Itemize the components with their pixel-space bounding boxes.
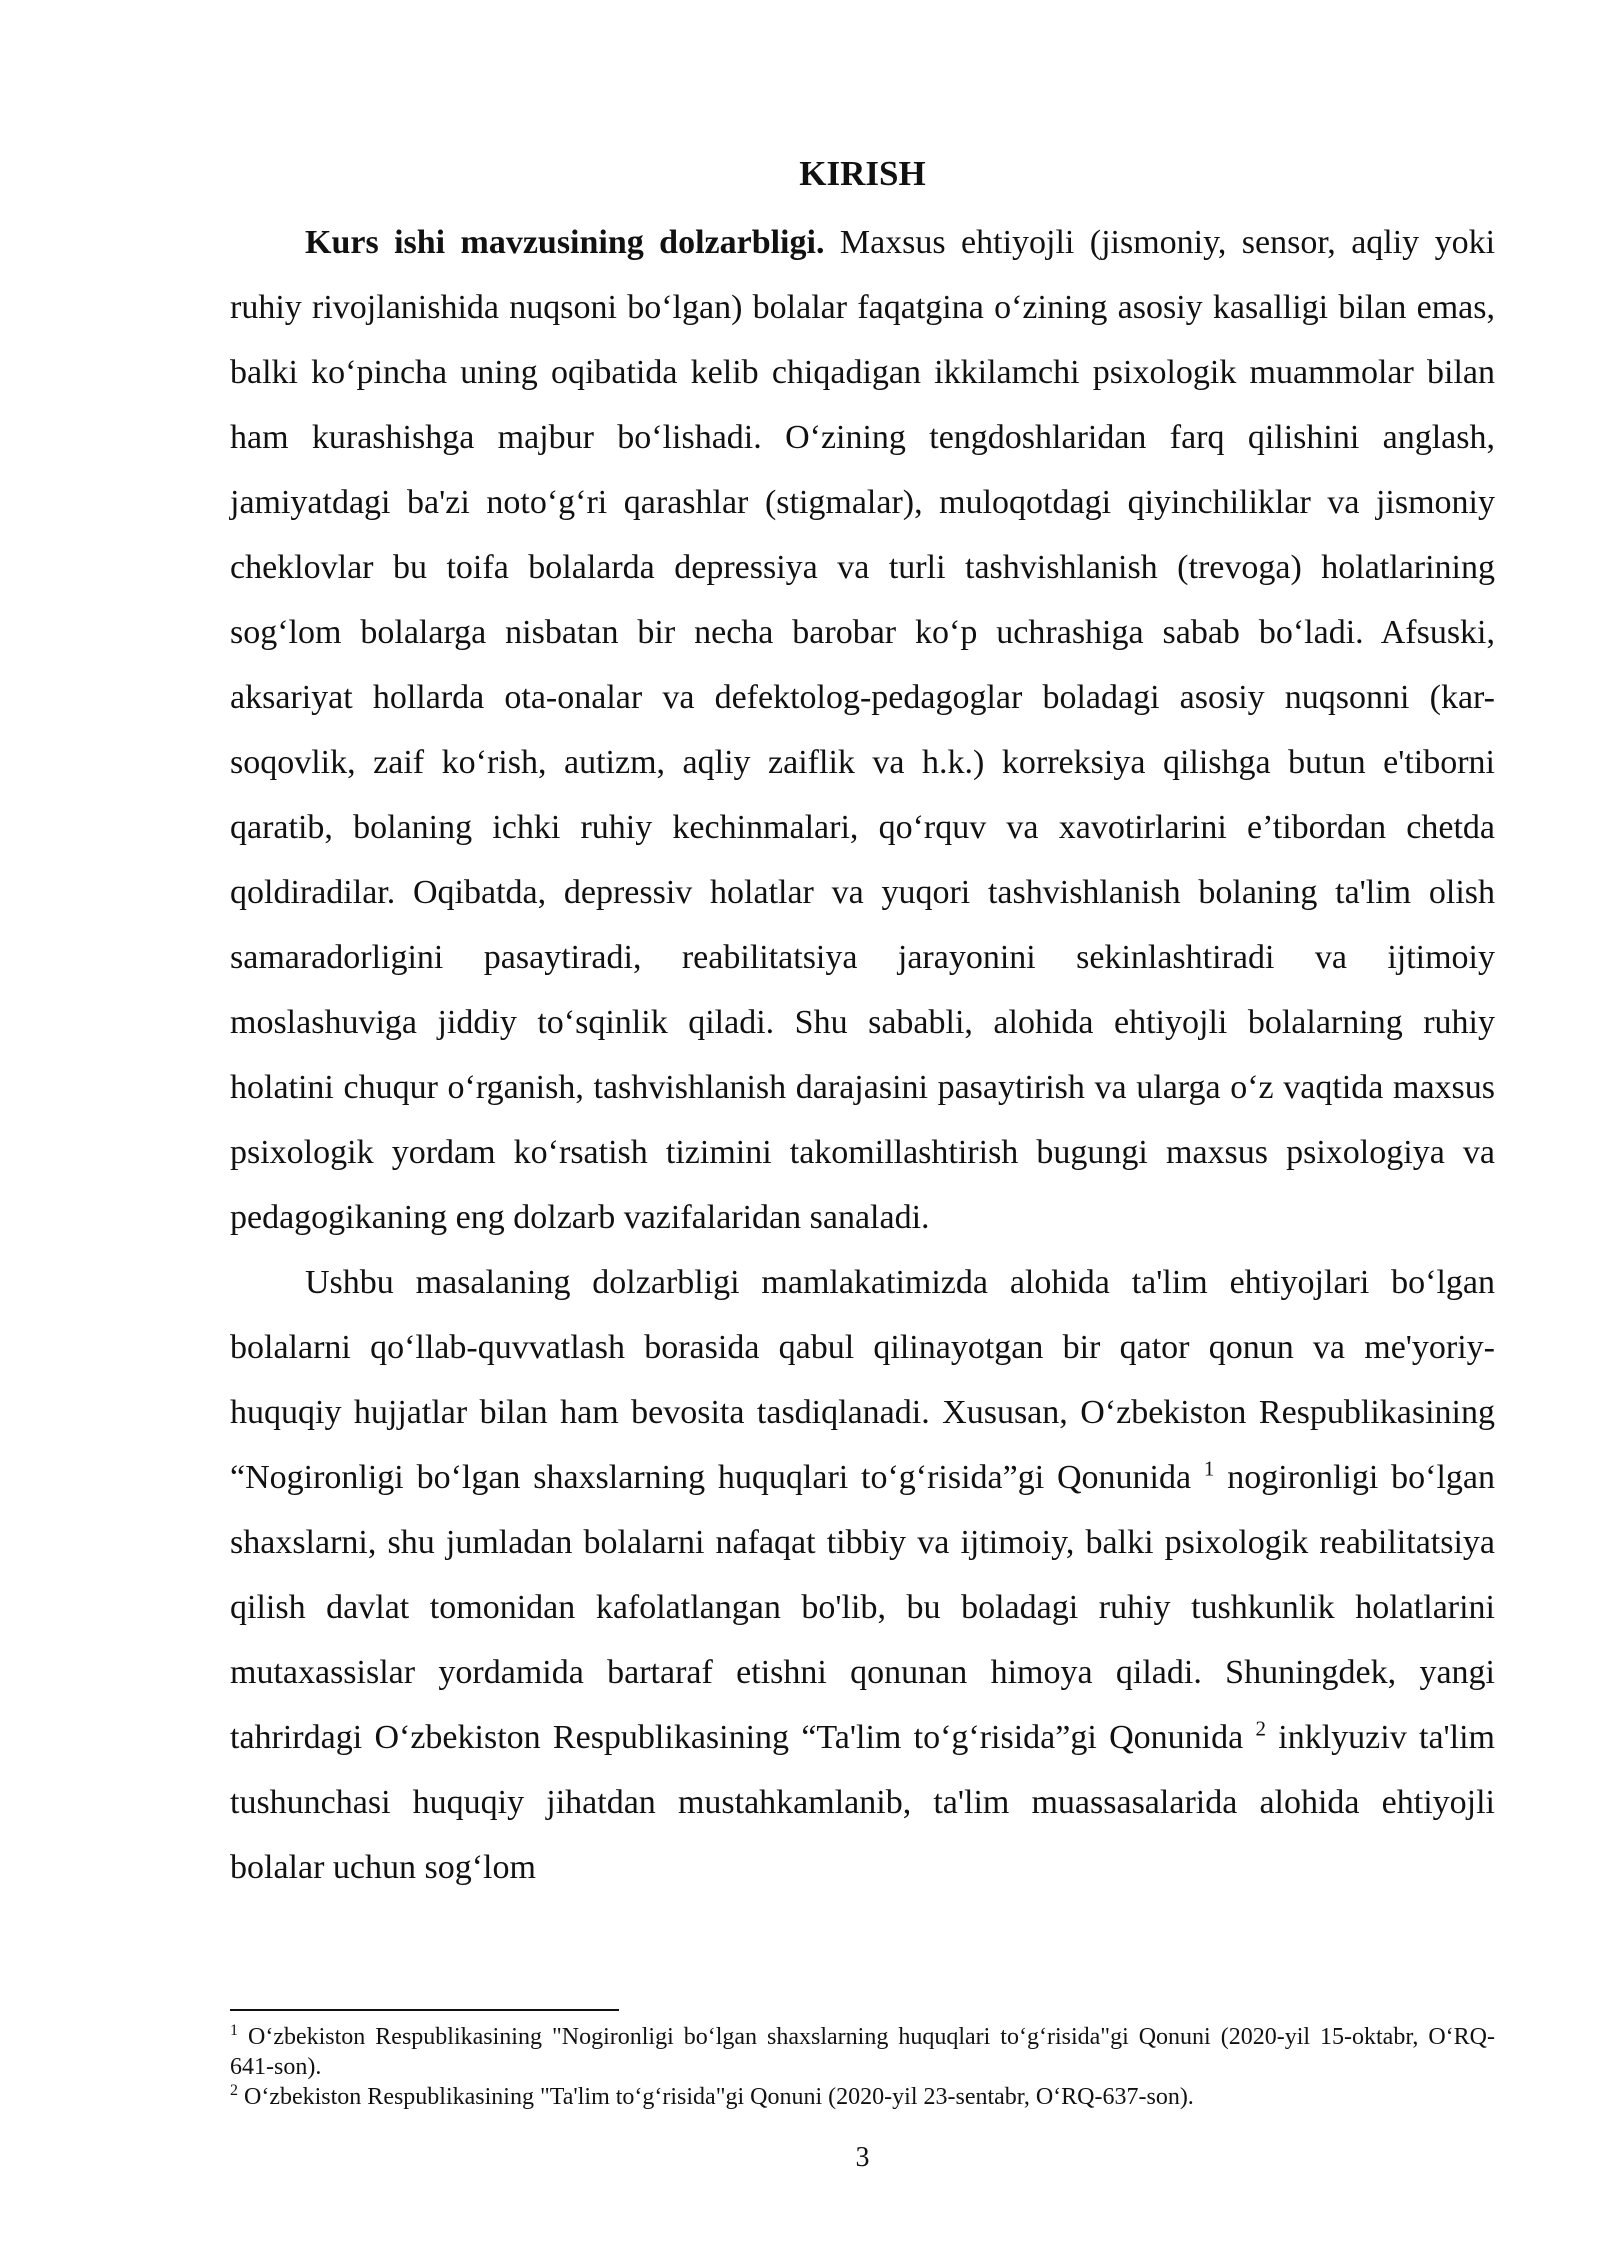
footnote-1-text: O‘zbekiston Respublikasining "Nogironligi bo‘lgan shaxslarning huquqlari to‘g‘risida"gi Qonuni (2020-yil 15-oktabr, O‘RQ-641-son). bbox=[230, 2024, 1496, 2080]
legislation-text-part-2: nogironligi bo‘lgan shaxslarni, shu jumladan bolalarni nafaqat tibbiy va ijtimoiy, balki psixologik reabilitatsiya qilish davlat tomonidan kafolatlangan bo'lib, bu boladagi ruhiy tushkunlik holatlarini mutaxassislar yordamida bartaraf etishni qonunan himoya qiladi. Shuningdek, yangi tahrirdagi O‘zbekiston Respublikasining “Ta'lim to‘g‘risida”gi Qonunida bbox=[230, 1459, 1495, 1756]
footnote-ref-1[interactable]: 1 bbox=[1203, 1456, 1215, 1481]
paragraph-legislation bbox=[230, 1250, 1495, 1900]
footnote-2-number: 2 bbox=[230, 2082, 238, 2099]
footnote-ref-2[interactable]: 2 bbox=[1255, 1716, 1266, 1741]
legislation-text-part-3: inklyuziv ta'lim tushunchasi huquqiy jihatdan mustahkamlanib, ta'lim muassasalarida alohida ehtiyojli bolalar uchun sog‘lom bbox=[230, 1719, 1495, 1886]
relevance-lead: Kurs ishi mavzusining dolzarbligi. bbox=[305, 224, 825, 261]
legislation-text-part-1: Ushbu masalaning dolzarbligi mamlakatimizda alohida ta'lim ehtiyojlari bo‘lgan bolalarni qo‘llab-quvvatlash borasida qabul qilinayotgan bir qator qonun va me'yoriy-huquqiy hujjatlar bilan ham bevosita tasdiqlanadi. Xususan, O‘zbekiston Respublikasining “Nogironligi bo‘lgan shaxslarning huquqlari to‘g‘risida”gi Qonunida bbox=[230, 1264, 1495, 1496]
footnote-1-number: 1 bbox=[230, 2022, 238, 2039]
footnote-1 bbox=[230, 2022, 1495, 2082]
paragraph-relevance bbox=[230, 210, 1495, 1250]
section-heading: KIRISH bbox=[799, 154, 926, 193]
body-text bbox=[230, 210, 1495, 1900]
footnotes bbox=[230, 2022, 1495, 2112]
footnote-separator bbox=[230, 2009, 619, 2011]
footnote-2 bbox=[230, 2082, 1495, 2112]
page-number: 3 bbox=[855, 2142, 870, 2173]
relevance-text: Maxsus ehtiyojli (jismoniy, sensor, aqliy yoki ruhiy rivojlanishida nuqsoni bo‘lgan) bolalar faqatgina o‘zining asosiy kasalligi bilan emas, balki ko‘pincha uning oqibatida kelib chiqadigan ikkilamchi psixologik muammolar bilan ham kurashishga majbur bo‘lishadi. O‘zining tengdoshlaridan farq qilishini anglash, jamiyatdagi ba'zi noto‘g‘ri qarashlar (stigmalar), muloqotdagi qiyinchiliklar va jismoniy cheklovlar bu toifa bolalarda depressiya va turli tashvishlanish (trevoga) holatlarining sog‘lom bolalarga nisbatan bir necha barobar ko‘p uchrashiga sabab bo‘ladi. Afsuski, aksariyat hollarda ota-onalar va defektolog-pedagoglar boladagi asosiy nuqsonni (kar-soqovlik, zaif ko‘rish, autizm, aqliy zaiflik va h.k.) korreksiya qilishga butun e'tiborni qaratib, bolaning ichki ruhiy kechinmalari, qo‘rquv va xavotirlarini e’tibordan chetda qoldiradilar. Oqibatda, depressiv holatlar va yuqori tashvishlanish bolaning ta'lim olish samaradorligini pasaytiradi, reabilitatsiya jarayonini sekinlashtiradi va ijtimoiy moslashuviga jiddiy to‘sqinlik qiladi. Shu sababli, alohida ehtiyojli bolalarning ruhiy holatini chuqur o‘rganish, tashvishlanish darajasini pasaytirish va ularga o‘z vaqtida maxsus psixologik yordam ko‘rsatish tizimini takomillashtirish bugungi maxsus psixologiya va pedagogikaning eng dolzarb vazifalaridan sanaladi. bbox=[230, 224, 1496, 1236]
footnote-2-text: O‘zbekiston Respublikasining "Ta'lim to‘g‘risida"gi Qonuni (2020-yil 23-sentabr, O‘RQ-637-son). bbox=[244, 2084, 1194, 2110]
